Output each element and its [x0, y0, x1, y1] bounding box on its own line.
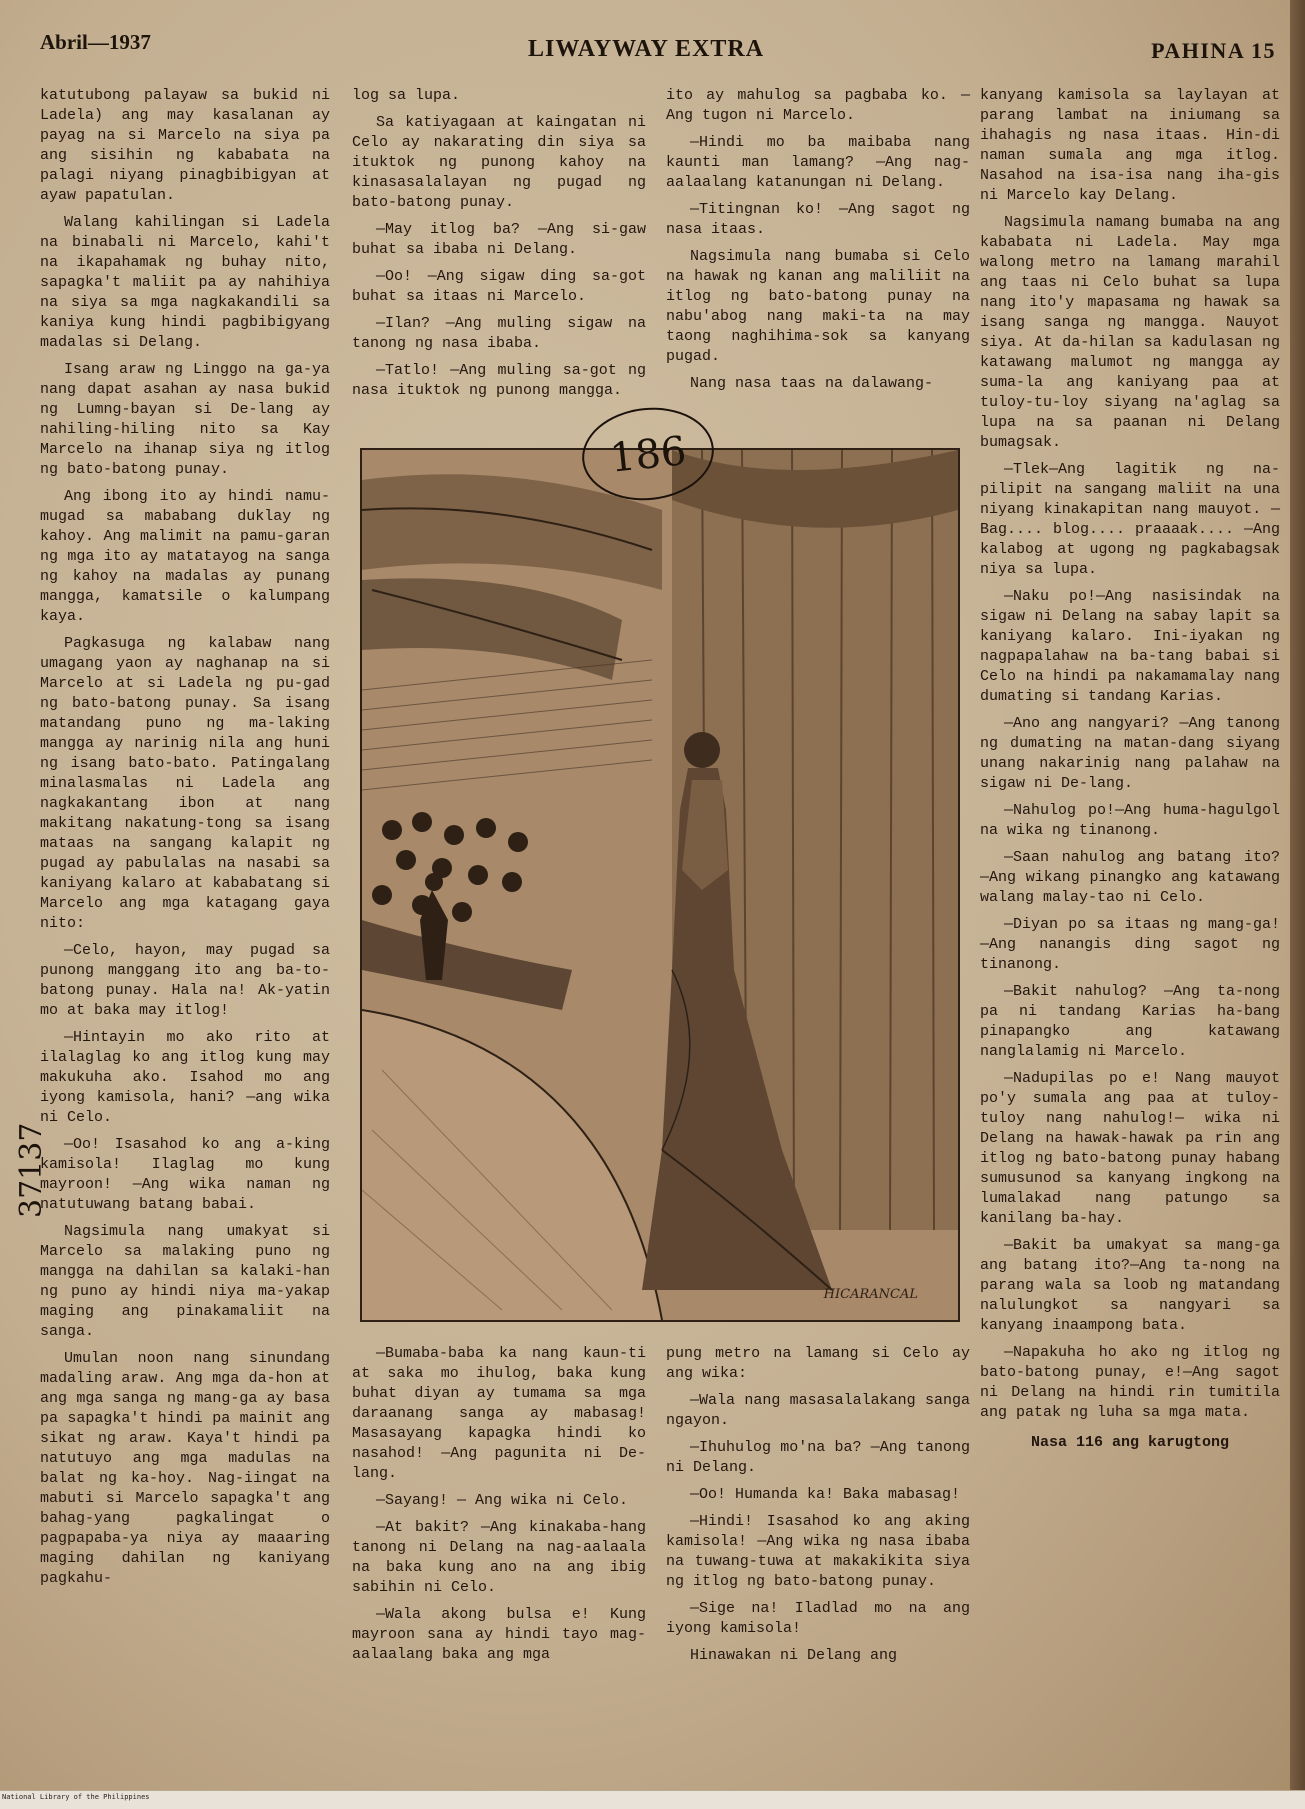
paragraph: —At bakit? —Ang kinakaba-hang tanong ni Delang na nag-aalaala na baka kung ano na ang ibig sabihin ni Celo. [352, 1519, 646, 1596]
paragraph: kanyang kamisola sa laylayan at parang lambat na iniumang sa ihahagis ng nasa itaas. Hin-di naman sumala ang mga itlog. Nasahod na isa-isa nang iha-gis ni Marcelo kay Delang. [980, 87, 1280, 204]
paragraph: Sa katiyagaan at kaingatan ni Celo ay nakarating din siya sa ituktok ng punong kahoy na kinasasalalayan ng pugad ng bato-batong punay. [352, 114, 646, 211]
library-credit: National Library of the Philippines [2, 1793, 150, 1801]
column-3-top [666, 86, 970, 401]
paragraph: katutubong palayaw sa bukid ni Ladela) ang may kasalanan ay payag na si Marcelo na siya pa ang sisihin ng kababata na palagi niyang pinagbibigyan at ayaw papatulan. [40, 87, 330, 204]
page-edge-shadow [1290, 0, 1305, 1808]
paragraph: —Oo! Isasahod ko ang a-king kamisola! Ilaglag mo kung mayroon! —Ang wika naman ng natutuwang batang babai. [40, 1136, 330, 1213]
paragraph: —Titingnan ko! —Ang sagot ng nasa itaas. [666, 201, 970, 238]
paragraph: —Bumaba-baba ka nang kaun-ti at saka mo ihulog, baka kung buhat diyan ay tumama sa mga daraanang sanga ay mabasag! Masasayang kapagka hindi ko nasahod! —Ang pagunita ni De-lang. [352, 1345, 646, 1482]
paragraph: —Saan nahulog ang batang ito? —Ang wikang pinangko ang katawang walang malay-tao ni Celo. [980, 849, 1280, 906]
paragraph: —Tatlo! —Ang muling sa-got ng nasa ituktok ng punong mangga. [352, 362, 646, 399]
paragraph: —Sige na! Iladlad mo na ang iyong kamisola! [666, 1600, 970, 1637]
paragraph: log sa lupa. [352, 87, 461, 104]
paragraph: —Nadupilas po e! Nang mauyot po'y sumala ang paa at tuloy-tuloy nang nahulog!— wika ni Delang na hawak-hawak pa rin ang itlog ng bato-batong punay habang sumusunod sa kanyang ingkong na lumalakad nang patungo sa kanilang ba-hay. [980, 1070, 1280, 1227]
paragraph: Pagkasuga ng kalabaw nang umagang yaon ay naghanap na si Marcelo at si Ladela ng pu-gad ng bato-batong punay. Sa isang matandang puno ng ma-laking mangga ay narinig nila ang huni ng isang bato-bato. Patingalang minalasmalas ni Ladela ang nagkakantang ibon at nang makitang nakatung-tong sa isang mataas na sangang kalapit ng pugad ay pabulalas na nasabi sa kaniyang kalaro at kababatang si Marcelo ang mga katagang gaya nito: [40, 635, 330, 932]
paragraph: —Ihuhulog mo'na ba? —Ang tanong ni Delang. [666, 1439, 970, 1476]
paragraph: —Oo! —Ang sigaw ding sa-got buhat sa itaas ni Marcelo. [352, 268, 646, 305]
column-2-bottom [352, 1344, 646, 1672]
paragraph: pung metro na lamang si Celo ay ang wika: [666, 1345, 970, 1382]
paragraph: —Napakuha ho ako ng itlog ng bato-batong punay, e!—Ang sagot ni Delang na hindi rin tumitila ang patak ng luha sa mga mata. [980, 1344, 1280, 1421]
illustration-artwork [362, 450, 958, 1320]
paragraph: —May itlog ba? —Ang si-gaw buhat sa ibaba ni Delang. [352, 221, 646, 258]
paragraph: —Hindi! Isasahod ko ang aking kamisola! —Ang wika ng nasa ibaba na tuwang-tuwa at makakikita siya ng itlog ng bato-batong punay. [666, 1513, 970, 1590]
paragraph: —Wala nang masasalalakang sanga ngayon. [666, 1392, 970, 1429]
paragraph: —Nahulog po!—Ang huma-hagulgol na wika ng tinanong. [980, 802, 1280, 839]
paragraph: —Tlek—Ang lagitik ng na-pilipit na sangang maliit na una niyang kinakapitan nang mauyot. —Bag.... blog.... praaaak.... —Ang kalabog at ugong ng pagkabagsak niya sa lupa. [980, 461, 1280, 578]
paragraph: Hinawakan ni Delang ang [690, 1647, 898, 1664]
handwritten-circled-number: 186 [578, 401, 719, 506]
paragraph: —Diyan po sa itaas ng mang-ga! —Ang nanangis ding sagot ng tinanong. [980, 916, 1280, 973]
margin-handwriting: 37137 [14, 1122, 49, 1218]
column-2-top [352, 86, 646, 408]
paragraph: Nagsimula nang bumaba si Celo na hawak ng kanan ang maliliit na itlog ng bato-batong punay na nabu'abog nang maki-ta na may taong naghihima-sok sa kanyang pugad. [666, 248, 970, 365]
paragraph: Nang nasa taas na dalawang- [690, 375, 934, 392]
paragraph: —Celo, hayon, may pugad sa punong manggang ito ang ba-to-batong punay. Hala na! Ak-yatin mo at baka may itlog! [40, 942, 330, 1019]
paragraph: —Ilan? —Ang muling sigaw na tanong ng nasa ibaba. [352, 315, 646, 352]
paragraph: —Naku po!—Ang nasisindak na sigaw ni Delang na sabay lapit sa kaniyang kalaro. Ini-iyakan ng nagpapalahaw na ba-tang babai si Celo na hindi pa nakamamalay nang dumating si tandang Karias. [980, 588, 1280, 705]
paragraph: —Bakit nahulog? —Ang ta-nong pa ni tandang Karias ha-bang pinapangko ang katawang nanglalamig ni Marcelo. [980, 983, 1280, 1060]
paragraph: Nagsimula nang umakyat si Marcelo sa malaking puno ng mangga na dahilan sa kalaki-han ng puno ay hindi niya ma-yakap maging ang pinakamaliit na sanga. [40, 1223, 330, 1340]
paragraph: Walang kahilingan si Ladela na binabali ni Marcelo, kahi't na ikapahamak ng buhay nito, sapagka't maliit pa ay nahihiya na siya sa mga nagkakandili sa kaniya kung hindi pagbibigyang madalas si Delang. [40, 214, 330, 351]
column-3-bottom [666, 1344, 970, 1673]
column-4 [980, 86, 1280, 1460]
page-header [38, 22, 1278, 62]
stage-singer-illustration [360, 448, 960, 1322]
paragraph: —Ano ang nangyari? —Ang tanong ng dumating na matan-dang siyang unang nakarinig nang palahaw na sigaw ni De-lang. [980, 715, 1280, 792]
column-1 [40, 86, 330, 1596]
issue-date: Abril—1937 [40, 30, 151, 54]
paragraph: Umulan noon nang sinundang madaling araw. Ang mga da-hon at ang mga sanga ng mang-ga ay basa pa sapagka't hindi pa mainit ang sikat ng araw. Kaya't hindi pa natutuyo ang mga madulas na balat ng ka-hoy. Nag-iingat na mabuti si Marcelo sapagka't ang bahag-yang pagkalingat o pagpapaba-ya niya ay maaaring maging dahilan ng kaniyang pagkahu- [40, 1350, 330, 1587]
publication-title: LIWAYWAY EXTRA [528, 36, 765, 62]
page-number: PAHINA 15 [1151, 38, 1276, 63]
paragraph: —Bakit ba umakyat sa mang-ga ang batang ito?—Ang ta-nong na parang wala sa loob ng matandang nalulungkot sa nangyari sa kanyang inaampong bata. [980, 1237, 1280, 1334]
paragraph: Nagsimula namang bumaba na ang kababata ni Ladela. May mga walong metro na lamang marahil ang taas ni Celo buhat sa lupa nang ito'y mapasama ng hawak sa isang sanga ng mangga. Nauyot siya. At da-hilan sa kadulasan ng katawang malumot ng mangga ay suma-la ang kaniyang paa at tuloy-tu-loy siyang na'aglag sa lupa na sa paanan ni Delang bumagsak. [980, 214, 1280, 451]
paragraph: ito ay mahulog sa pagbaba ko. —Ang tugon ni Marcelo. [666, 87, 970, 124]
paragraph: —Hintayin mo ako rito at ilalaglag ko ang itlog kung may makukuha ako. Isahod mo ang iyong kamisola, hani? —ang wika ni Celo. [40, 1029, 330, 1126]
paragraph: —Hindi mo ba maibaba nang kaunti man lamang? —Ang nag-aalaalang katanungan ni Delang. [666, 134, 970, 191]
paragraph: Isang araw ng Linggo na ga-ya nang dapat asahan ay nasa bukid ng Lumng-bayan si De-lang ay nahiling-hiling nito sa Kay Marcelo na ihanap siya ng itlog ng bato-batong punay. [40, 361, 330, 478]
library-credit-strip [0, 1790, 1305, 1809]
paragraph: Ang ibong ito ay hindi namu-mugad sa mababang duklay ng kahoy. Ang malimit na pamu-garan ng mga ito ay matatayog na sanga ng kahoy na madalas ay punang mangga, kamatsile o kalumpang kaya. [40, 488, 330, 625]
paragraph: —Sayang! — Ang wika ni Celo. [376, 1492, 629, 1509]
paragraph: —Wala akong bulsa e! Kung mayroon sana ay hindi tayo mag-aalaalang baka ang mga [352, 1606, 646, 1663]
artist-signature: HICARANCAL [823, 1287, 918, 1302]
continued-note: Nasa 116 ang karugtong [1030, 1434, 1230, 1451]
paragraph: —Oo! Humanda ka! Baka mabasag! [690, 1486, 961, 1503]
